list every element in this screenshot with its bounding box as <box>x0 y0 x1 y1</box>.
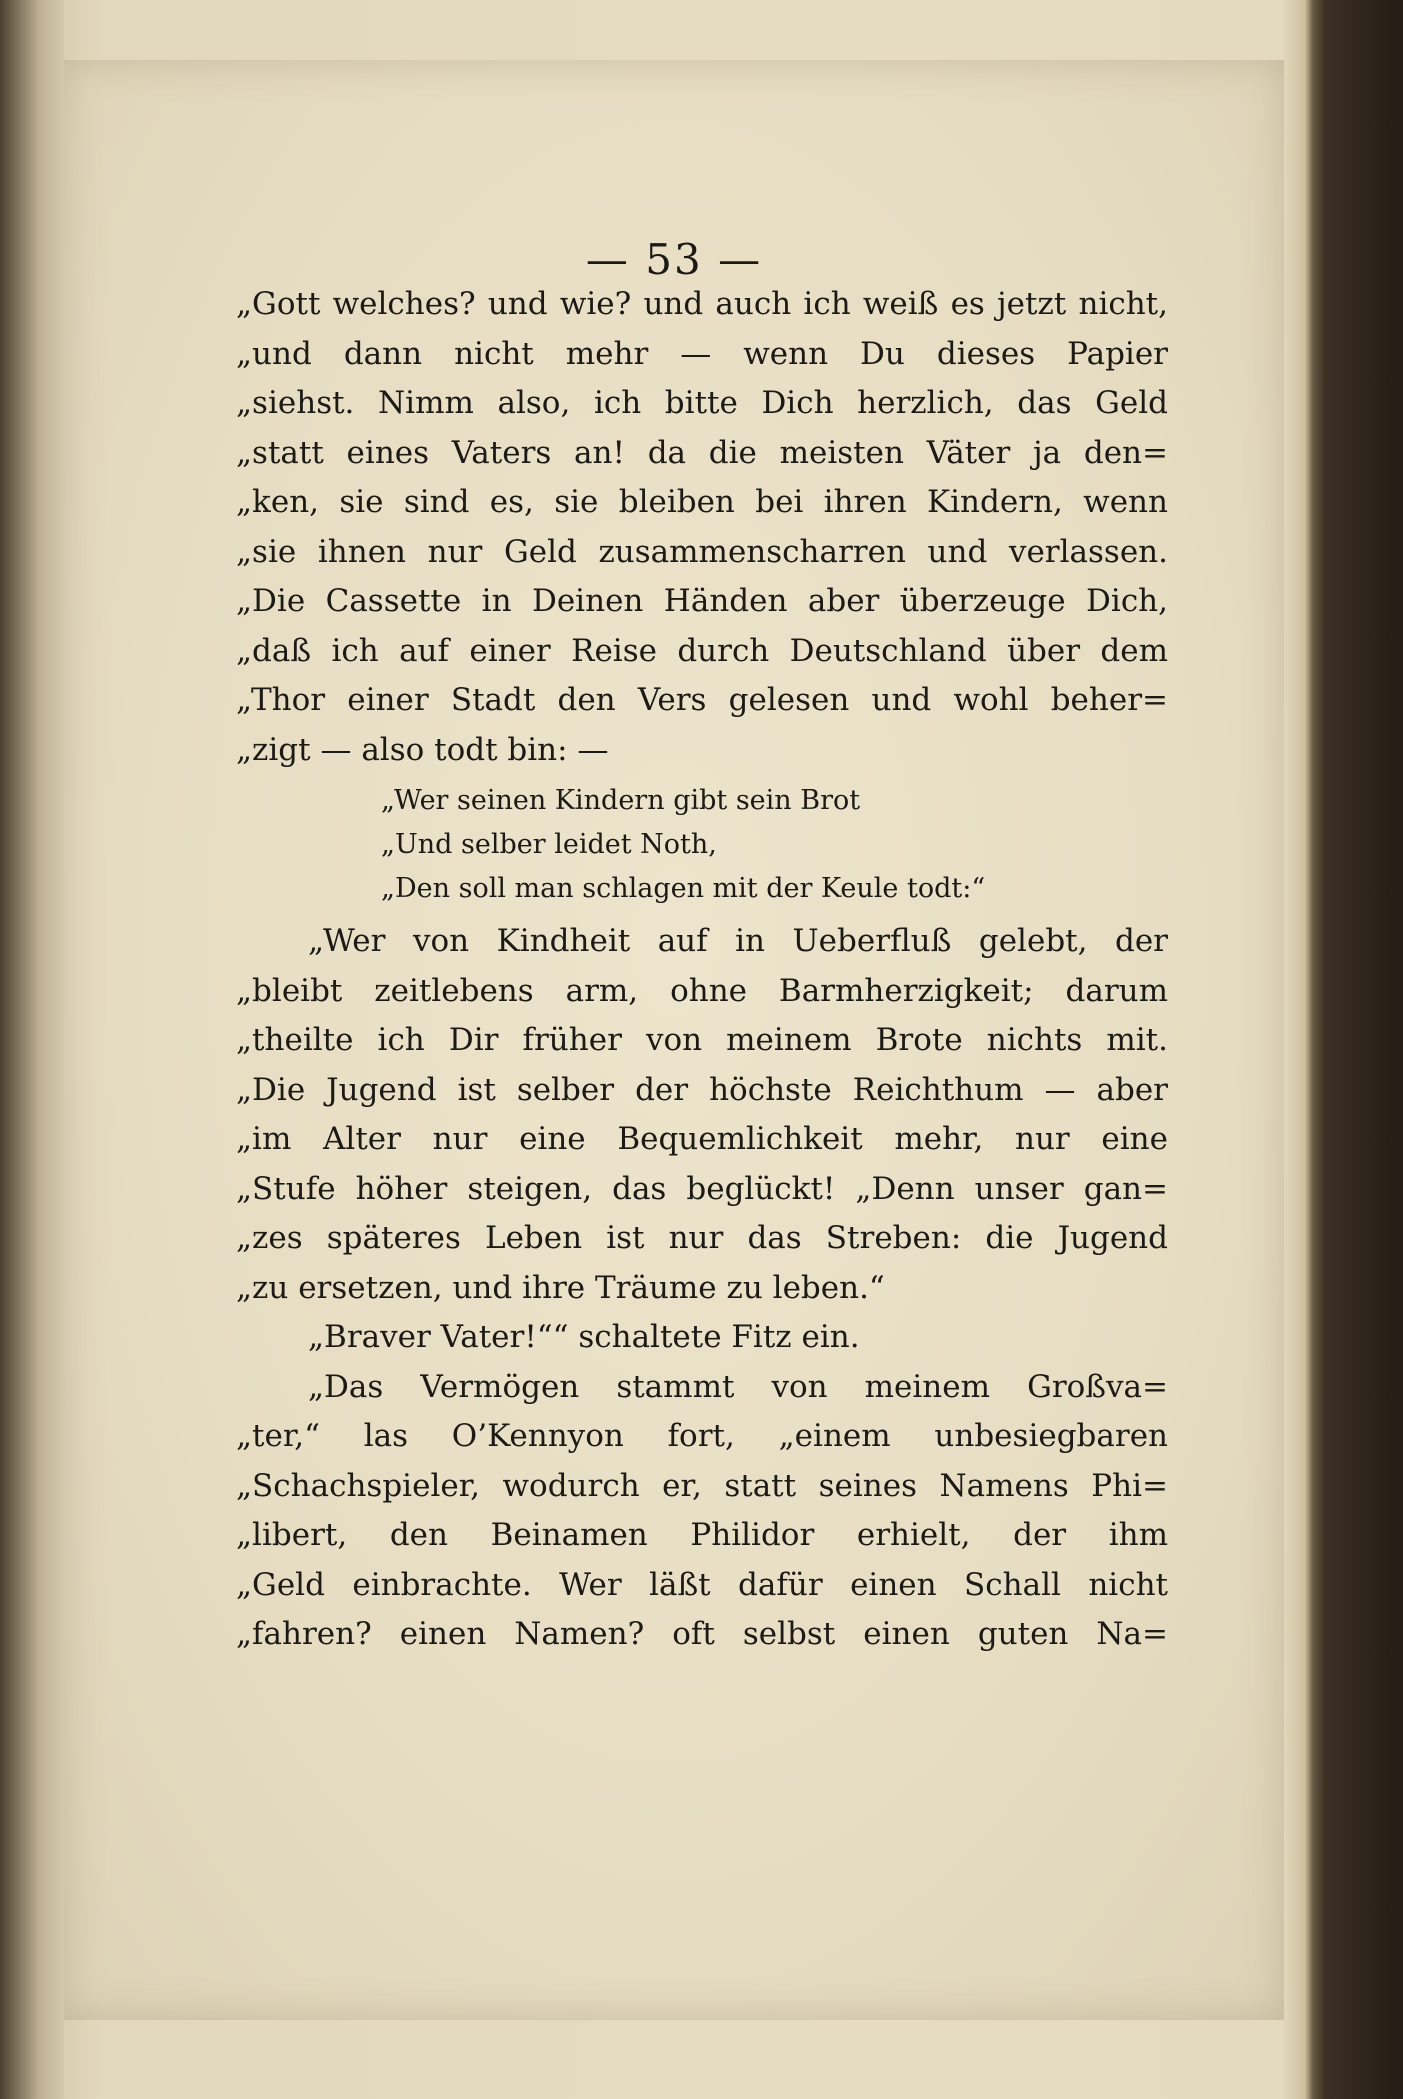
text-line: „bleibt zeitlebens arm, ohne Barmherzigkeit; darum <box>236 972 1168 1009</box>
text-line: „Geld einbrachte. Wer läßt dafür einen Schall nicht <box>236 1566 1168 1603</box>
text-line: „Thor einer Stadt den Vers gelesen und wohl beher= <box>236 682 1168 718</box>
text-line: „zes späteres Leben ist nur das Streben: die Jugend <box>236 1220 1168 1256</box>
text-line: „Wer von Kindheit auf in Ueberfluß gelebt, der <box>308 923 1168 959</box>
text-line: „statt eines Vaters an! da die meisten Väter ja den= <box>236 434 1168 471</box>
verse-line: „Den soll man schlagen mit der Keule todt:“ <box>381 873 986 904</box>
text-line: „Die Jugend ist selber der höchste Reichthum — aber <box>236 1071 1168 1108</box>
book-gutter <box>0 0 64 2099</box>
verse-line: „Und selber leidet Noth, <box>381 829 717 860</box>
verse-block <box>236 775 1168 917</box>
text-line: „siehst. Nimm also, ich bitte Dich herzlich, das Geld <box>236 385 1168 421</box>
page-number: — 53 — <box>585 235 763 284</box>
text-line: „zigt — also todt bin: — <box>236 731 609 768</box>
text-line: „Stufe höher steigen, das beglückt! „Denn unser gan= <box>236 1170 1168 1207</box>
verse-line: „Wer seinen Kindern gibt sein Brot <box>381 785 861 816</box>
text-line: „Das Vermögen stammt von meinem Großva= <box>308 1368 1168 1405</box>
text-line: „sie ihnen nur Geld zusammenscharren und verlassen. <box>236 533 1168 570</box>
text-line: „Schachspieler, wodurch er, statt seines Namens Phi= <box>236 1467 1168 1504</box>
text-line: „und dann nicht mehr — wenn Du dieses Papier <box>236 335 1168 372</box>
text-line: „daß ich auf einer Reise durch Deutschland über dem <box>236 632 1168 669</box>
text-line: „theilte ich Dir früher von meinem Brote nichts mit. <box>236 1022 1168 1058</box>
body-text <box>236 280 1168 1660</box>
text-line: „Gott welches? und wie? und auch ich weiß es jetzt nicht, <box>236 286 1168 322</box>
text-line: „Braver Vater!““ schaltete Fitz ein. <box>308 1319 860 1355</box>
text-line: „ter,“ las O’Kennyon fort, „einem unbesiegbaren <box>236 1418 1168 1454</box>
text-line: „zu ersetzen, und ihre Träume zu leben.“ <box>236 1269 885 1306</box>
text-line: „ken, sie sind es, sie bleiben bei ihren Kindern, wenn <box>236 484 1168 520</box>
text-line: „libert, den Beinamen Philidor erhielt, der ihm <box>236 1517 1168 1553</box>
page-sheet <box>64 60 1284 2020</box>
book-cover-edge <box>1283 0 1403 2099</box>
text-line: „Die Cassette in Deinen Händen aber überzeuge Dich, <box>236 583 1168 619</box>
text-line: „im Alter nur eine Bequemlichkeit mehr, nur eine <box>236 1121 1168 1157</box>
text-line: „fahren? einen Namen? oft selbst einen guten Na= <box>236 1616 1168 1652</box>
